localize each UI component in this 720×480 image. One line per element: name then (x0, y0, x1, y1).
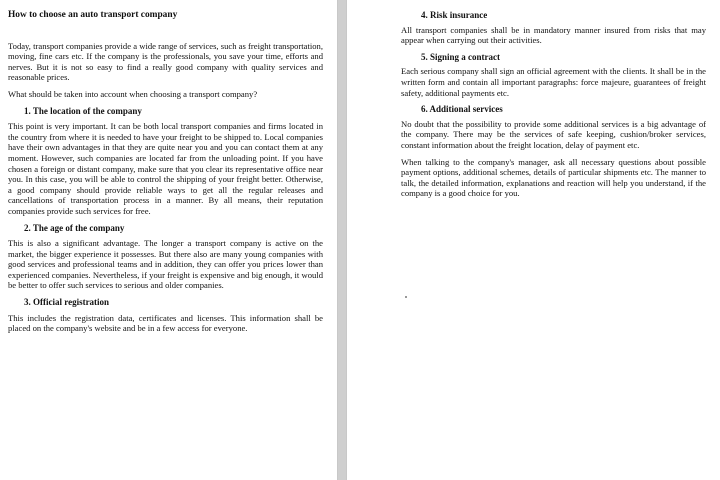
section-heading-registration: 3. Official registration (24, 297, 110, 308)
section-body-insurance: All transport companies shall be in mandatory manner insured from risks that may appear when carrying out their activities. (401, 24, 706, 46)
intro-paragraph-2: What should be taken into account when choosing a transport company? (8, 88, 258, 99)
document-page-right[interactable] (346, 0, 720, 480)
section-heading-insurance: 4. Risk insurance (421, 10, 488, 20)
section-heading-age: 2. The age of the company (24, 222, 125, 233)
section-body-contract: Each serious company shall sign an official agreement with the clients. It shall be in the written form and contain all important paragraphs: force majeure, guarantees of freight safety, additional payments etc. (401, 66, 706, 98)
document-page-left[interactable] (0, 0, 338, 480)
section-body-location: This point is very important. It can be both local transport companies and firms located in the country from where it is needed to have your freight to be shipped to. Local companies have their own advantages in that they are quite near you and you can contact them at any moment. However, such companies are located far from the unloading point. If you have chosen a foreign or distant company, make sure that you clear its representative office near you. In this case, you will be able to control the shipping of your freight better. Otherwise, a good company should provide reliable ways to get all the regular releases and cancellations of transportation process in a manner. By all means, their reputation companies provide such services for free. (8, 121, 323, 216)
document-title: How to choose an auto transport company (8, 10, 178, 20)
section-heading-contract: 5. Signing a contract (421, 51, 501, 62)
section-heading-additional-services: 6. Additional services (421, 104, 503, 115)
closing-paragraph: When talking to the company's manager, ask all necessary questions about possible payment options, additional schemes, details of particular shipments etc. The manner to talk, the detailed information, explanations and reaction will help you understand, if the company is a good choice for you. (401, 156, 706, 199)
section-body-age: This is also a significant advantage. The longer a transport company is active on the market, the bigger experience it possesses. But there also are many young companies with good services and professional teams and in addition, they can offer you prices lower than experienced companies. Nevertheless, if your freight is expensive and big enough, it would be better to offer such services to serious and older companies. (8, 238, 323, 291)
intro-paragraph-1: Today, transport companies provide a wide range of services, such as freight transportation, moving, fine cars etc. If the company is the professionals, you save your time, efforts and nerves. But it is not so easy to find a really good company with quality services and reasonable prices. (8, 40, 323, 83)
page-gutter (338, 0, 346, 480)
page-speck (405, 296, 407, 298)
section-body-registration: This includes the registration data, certificates and licenses. This information shall be placed on the company's website and be in a few access for everyone. (8, 312, 323, 334)
section-heading-location: 1. The location of the company (24, 105, 142, 116)
section-body-additional-services: No doubt that the possibility to provide some additional services is a big advantage of the company. There may be the services of safe keeping, cushion/broker services, constant information about the freight location, delay of payment etc. (401, 118, 706, 150)
